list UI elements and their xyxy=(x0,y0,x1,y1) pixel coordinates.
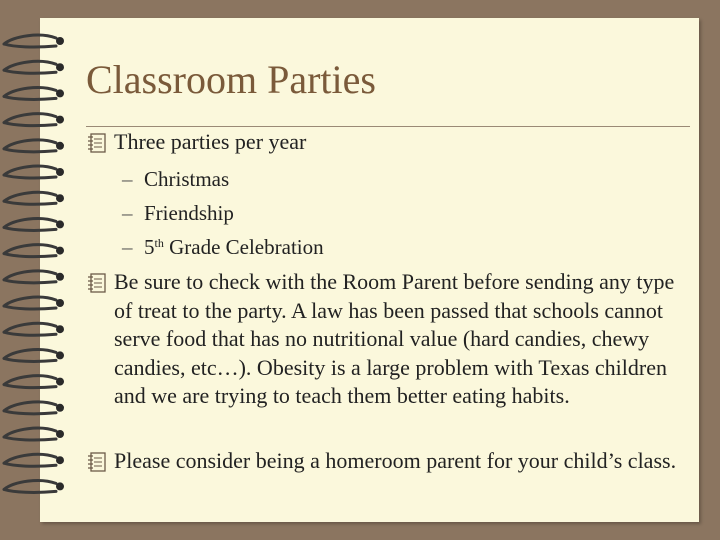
binding-hole xyxy=(56,456,64,464)
binding-hole xyxy=(56,273,64,281)
slide-title: Classroom Parties xyxy=(86,57,376,102)
binding-hole xyxy=(56,89,64,97)
sub-item xyxy=(122,232,324,262)
binding-ring xyxy=(4,192,56,204)
binding-hole xyxy=(56,299,64,307)
binding-ring xyxy=(4,402,56,414)
bullet-text: Three parties per year xyxy=(114,129,307,154)
binding-ring xyxy=(4,140,56,152)
binding-ring xyxy=(4,166,56,178)
binding-hole xyxy=(56,482,64,490)
binding-ring xyxy=(4,323,56,335)
bullet-item xyxy=(86,447,686,476)
sub-dash: – xyxy=(122,235,133,259)
binding-hole xyxy=(56,142,64,150)
binding-hole xyxy=(56,168,64,176)
notebook-icon xyxy=(86,132,108,154)
binding-ring xyxy=(4,481,56,493)
sub-item-text: Friendship xyxy=(144,201,234,225)
spiral-binding xyxy=(0,0,80,540)
sub-dash: – xyxy=(122,167,133,191)
sub-item xyxy=(122,198,234,228)
title-divider xyxy=(86,126,690,127)
binding-ring xyxy=(4,88,56,100)
binding-ring xyxy=(4,297,56,309)
binding-hole xyxy=(56,63,64,71)
bullet-text: Be sure to check with the Room Parent before sending any type of treat to the party. A law has been passed that schools cannot serve food that has no nutritional value (hard candies, chewy candies, etc…). Obesity is a large problem with Texas children and we are trying to teach them better eating habits. xyxy=(114,269,675,408)
notebook-icon xyxy=(86,272,108,294)
binding-ring xyxy=(4,428,56,440)
sub-dash: – xyxy=(122,201,133,225)
binding-hole xyxy=(56,220,64,228)
binding-hole xyxy=(56,325,64,333)
binding-hole xyxy=(56,378,64,386)
bullet-item xyxy=(86,268,686,411)
notebook-icon xyxy=(86,451,108,473)
binding-ring xyxy=(4,350,56,362)
binding-hole xyxy=(56,404,64,412)
binding-ring xyxy=(4,245,56,257)
sub-item-superscript: th xyxy=(154,236,164,250)
binding-ring xyxy=(4,35,56,47)
binding-ring xyxy=(4,271,56,283)
sub-item-text: Christmas xyxy=(144,167,230,191)
sub-item-prefix: 5 xyxy=(144,235,155,259)
binding-hole xyxy=(56,194,64,202)
binding-ring xyxy=(4,376,56,388)
binding-hole xyxy=(56,37,64,45)
bullet-text: Please consider being a homeroom parent for your child’s class. xyxy=(114,448,677,473)
binding-ring xyxy=(4,219,56,231)
binding-hole xyxy=(56,116,64,124)
sub-item xyxy=(122,164,229,194)
binding-ring xyxy=(4,114,56,126)
binding-hole xyxy=(56,351,64,359)
binding-hole xyxy=(56,247,64,255)
bullet-item xyxy=(86,128,686,157)
binding-ring xyxy=(4,454,56,466)
sub-item-suffix: Grade Celebration xyxy=(163,235,324,259)
binding-ring xyxy=(4,61,56,73)
binding-hole xyxy=(56,430,64,438)
